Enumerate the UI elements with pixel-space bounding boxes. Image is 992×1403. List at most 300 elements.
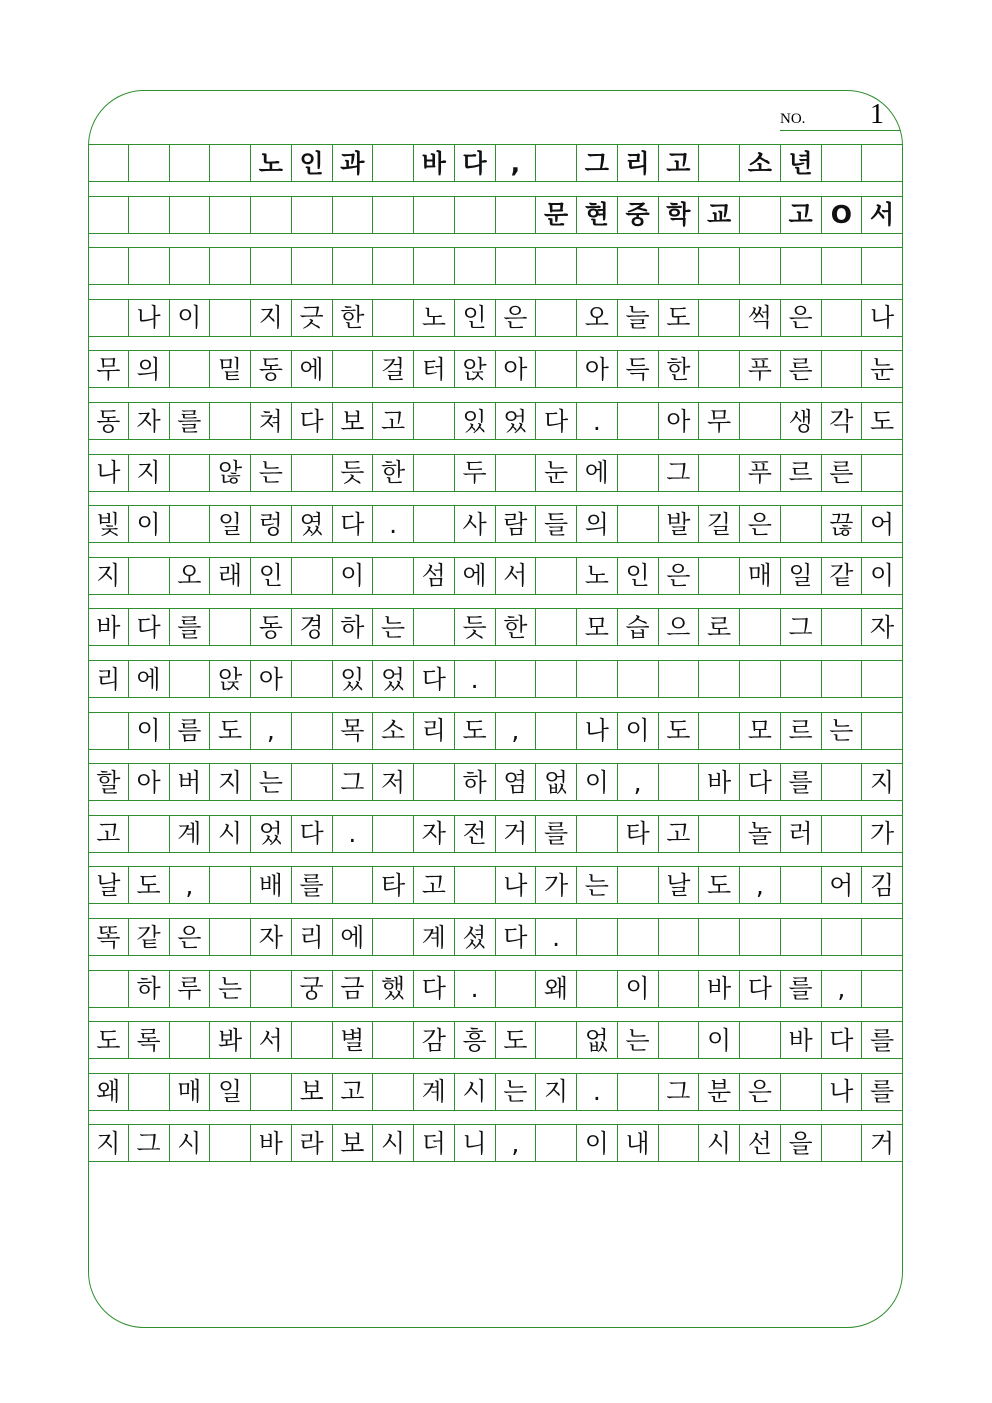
- manuscript-cell: 보: [333, 403, 374, 439]
- manuscript-cell: 모: [740, 713, 781, 749]
- manuscript-row: [88, 454, 903, 492]
- manuscript-cell: 르: [781, 713, 822, 749]
- manuscript-cell: 는: [251, 764, 292, 800]
- manuscript-cell: 고: [659, 816, 700, 852]
- manuscript-cell: 중: [618, 197, 659, 233]
- manuscript-cell: 는: [618, 1022, 659, 1058]
- manuscript-cell: 전: [455, 816, 496, 852]
- manuscript-cell: 다: [333, 506, 374, 542]
- manuscript-cell: [373, 919, 414, 955]
- manuscript-cell: 그: [659, 1074, 700, 1110]
- manuscript-cell: 빛: [88, 506, 129, 542]
- manuscript-cell: [618, 661, 659, 697]
- manuscript-cell: [536, 609, 577, 645]
- manuscript-cell: [740, 403, 781, 439]
- manuscript-cell: 바: [699, 971, 740, 1007]
- manuscript-cell: [618, 455, 659, 491]
- manuscript-cell: [292, 764, 333, 800]
- manuscript-cell: 지: [251, 300, 292, 336]
- manuscript-cell: [414, 248, 455, 284]
- manuscript-cell: [292, 455, 333, 491]
- manuscript-cell: 도: [699, 867, 740, 903]
- page-number-label: NO.: [780, 111, 806, 127]
- manuscript-cell: 흥: [455, 1022, 496, 1058]
- manuscript-cell: 으: [659, 609, 700, 645]
- manuscript-cell: [210, 1125, 251, 1161]
- manuscript-cell: 오: [577, 300, 618, 336]
- manuscript-cell: .: [577, 403, 618, 439]
- manuscript-cell: 년: [781, 145, 822, 181]
- manuscript-row: [88, 196, 903, 234]
- manuscript-cell: [373, 145, 414, 181]
- manuscript-cell: ,: [496, 713, 537, 749]
- manuscript-cell: 시: [210, 816, 251, 852]
- manuscript-cell: [373, 1074, 414, 1110]
- manuscript-cell: 니: [455, 1125, 496, 1161]
- manuscript-cell: 더: [414, 1125, 455, 1161]
- manuscript-cell: [618, 919, 659, 955]
- manuscript-cell: [170, 145, 211, 181]
- manuscript-cell: [862, 971, 903, 1007]
- manuscript-cell: 도: [496, 1022, 537, 1058]
- manuscript-cell: 분: [699, 1074, 740, 1110]
- manuscript-cell: [781, 506, 822, 542]
- manuscript-cell: [699, 455, 740, 491]
- manuscript-row: [88, 866, 903, 904]
- manuscript-cell: 거: [862, 1125, 903, 1161]
- manuscript-cell: [862, 713, 903, 749]
- manuscript-cell: 소: [740, 145, 781, 181]
- manuscript-cell: [536, 145, 577, 181]
- manuscript-cell: 같: [129, 919, 170, 955]
- manuscript-cell: 를: [170, 403, 211, 439]
- manuscript-cell: [536, 248, 577, 284]
- manuscript-cell: [618, 403, 659, 439]
- manuscript-cell: [414, 455, 455, 491]
- manuscript-cell: [251, 248, 292, 284]
- manuscript-cell: [781, 1074, 822, 1110]
- manuscript-cell: 다: [414, 971, 455, 1007]
- manuscript-cell: 였: [292, 506, 333, 542]
- manuscript-cell: [455, 867, 496, 903]
- manuscript-cell: 에: [292, 351, 333, 387]
- manuscript-cell: 하: [455, 764, 496, 800]
- manuscript-cell: [740, 248, 781, 284]
- manuscript-row: [88, 144, 903, 182]
- manuscript-cell: 는: [373, 609, 414, 645]
- manuscript-cell: 날: [88, 867, 129, 903]
- manuscript-cell: 자: [862, 609, 903, 645]
- manuscript-cell: [373, 197, 414, 233]
- manuscript-cell: 늘: [618, 300, 659, 336]
- manuscript-cell: 리: [88, 661, 129, 697]
- manuscript-cell: 리: [292, 919, 333, 955]
- manuscript-cell: [740, 197, 781, 233]
- manuscript-cell: [88, 248, 129, 284]
- manuscript-cell: [822, 1125, 863, 1161]
- manuscript-cell: 문: [536, 197, 577, 233]
- manuscript-cell: [822, 661, 863, 697]
- manuscript-cell: .: [455, 661, 496, 697]
- manuscript-cell: 가: [536, 867, 577, 903]
- manuscript-cell: 일: [210, 1074, 251, 1110]
- manuscript-cell: 무: [699, 403, 740, 439]
- manuscript-cell: 어: [822, 867, 863, 903]
- manuscript-cell: 푸: [740, 455, 781, 491]
- manuscript-cell: 보: [292, 1074, 333, 1110]
- manuscript-cell: 나: [862, 300, 903, 336]
- manuscript-cell: 길: [699, 506, 740, 542]
- manuscript-cell: 지: [862, 764, 903, 800]
- manuscript-cell: [373, 558, 414, 594]
- manuscript-cell: 다: [455, 145, 496, 181]
- manuscript-cell: 금: [333, 971, 374, 1007]
- manuscript-cell: 하: [129, 971, 170, 1007]
- manuscript-cell: 고: [781, 197, 822, 233]
- manuscript-cell: 로: [699, 609, 740, 645]
- manuscript-cell: 이: [699, 1022, 740, 1058]
- manuscript-cell: [414, 609, 455, 645]
- manuscript-cell: [292, 713, 333, 749]
- manuscript-row: [88, 247, 903, 285]
- manuscript-cell: [618, 248, 659, 284]
- manuscript-cell: 시: [170, 1125, 211, 1161]
- manuscript-cell: 고: [659, 145, 700, 181]
- manuscript-cell: [536, 1022, 577, 1058]
- manuscript-cell: 계: [170, 816, 211, 852]
- manuscript-cell: 다: [536, 403, 577, 439]
- manuscript-cell: [577, 661, 618, 697]
- manuscript-cell: 었: [373, 661, 414, 697]
- manuscript-cell: 다: [740, 971, 781, 1007]
- manuscript-cell: 는: [251, 455, 292, 491]
- manuscript-cell: 는: [822, 713, 863, 749]
- manuscript-row: [88, 815, 903, 853]
- manuscript-cell: 그: [577, 145, 618, 181]
- manuscript-cell: [210, 919, 251, 955]
- manuscript-cell: 거: [496, 816, 537, 852]
- manuscript-cell: [292, 1022, 333, 1058]
- manuscript-cell: .: [373, 506, 414, 542]
- manuscript-cell: [740, 919, 781, 955]
- manuscript-cell: [373, 816, 414, 852]
- manuscript-cell: 지: [88, 558, 129, 594]
- manuscript-cell: [536, 558, 577, 594]
- manuscript-row: [88, 557, 903, 595]
- manuscript-cell: 시: [455, 1074, 496, 1110]
- manuscript-cell: [659, 661, 700, 697]
- manuscript-cell: 루: [170, 971, 211, 1007]
- manuscript-cell: 은: [496, 300, 537, 336]
- manuscript-cell: 왜: [88, 1074, 129, 1110]
- manuscript-cell: 각: [822, 403, 863, 439]
- manuscript-cell: [699, 351, 740, 387]
- manuscript-cell: 나: [88, 455, 129, 491]
- manuscript-cell: 일: [781, 558, 822, 594]
- manuscript-row: [88, 1073, 903, 1111]
- manuscript-cell: 서: [496, 558, 537, 594]
- manuscript-cell: [822, 351, 863, 387]
- manuscript-cell: 셨: [455, 919, 496, 955]
- manuscript-cell: [781, 919, 822, 955]
- manuscript-cell: 지: [536, 1074, 577, 1110]
- manuscript-cell: [170, 351, 211, 387]
- manuscript-row: [88, 1021, 903, 1059]
- manuscript-cell: [822, 300, 863, 336]
- manuscript-cell: 나: [496, 867, 537, 903]
- manuscript-cell: 자: [414, 816, 455, 852]
- manuscript-cell: 끊: [822, 506, 863, 542]
- manuscript-cell: [88, 713, 129, 749]
- manuscript-cell: [292, 197, 333, 233]
- manuscript-row: [88, 918, 903, 956]
- manuscript-cell: 도: [129, 867, 170, 903]
- manuscript-cell: 동: [251, 609, 292, 645]
- manuscript-cell: 이: [862, 558, 903, 594]
- manuscript-cell: 듯: [455, 609, 496, 645]
- manuscript-cell: 내: [618, 1125, 659, 1161]
- manuscript-cell: .: [536, 919, 577, 955]
- manuscript-cell: O: [822, 197, 863, 233]
- manuscript-cell: 이: [577, 764, 618, 800]
- manuscript-cell: 은: [781, 300, 822, 336]
- manuscript-cell: 한: [333, 300, 374, 336]
- manuscript-cell: [822, 145, 863, 181]
- manuscript-cell: 에: [455, 558, 496, 594]
- manuscript-cell: 인: [251, 558, 292, 594]
- manuscript-cell: 똑: [88, 919, 129, 955]
- manuscript-cell: [536, 661, 577, 697]
- manuscript-cell: 그: [333, 764, 374, 800]
- manuscript-cell: [333, 248, 374, 284]
- manuscript-cell: [577, 816, 618, 852]
- manuscript-cell: 었: [496, 403, 537, 439]
- manuscript-cell: 교: [699, 197, 740, 233]
- manuscript-cell: 자: [129, 403, 170, 439]
- manuscript-cell: 나: [577, 713, 618, 749]
- manuscript-cell: [536, 300, 577, 336]
- manuscript-cell: 그: [129, 1125, 170, 1161]
- manuscript-cell: 에: [129, 661, 170, 697]
- manuscript-cell: 발: [659, 506, 700, 542]
- manuscript-cell: 터: [414, 351, 455, 387]
- manuscript-cell: [862, 248, 903, 284]
- manuscript-cell: 염: [496, 764, 537, 800]
- manuscript-cell: [740, 1022, 781, 1058]
- manuscript-cell: 아: [659, 403, 700, 439]
- manuscript-cell: 학: [659, 197, 700, 233]
- manuscript-cell: 앉: [455, 351, 496, 387]
- manuscript-cell: [210, 248, 251, 284]
- manuscript-cell: 다: [740, 764, 781, 800]
- manuscript-cell: [373, 248, 414, 284]
- manuscript-cell: [333, 867, 374, 903]
- manuscript-cell: 지: [129, 455, 170, 491]
- manuscript-cell: 시: [699, 1125, 740, 1161]
- manuscript-cell: 선: [740, 1125, 781, 1161]
- manuscript-cell: 않: [210, 455, 251, 491]
- manuscript-cell: 눈: [536, 455, 577, 491]
- manuscript-cell: 다: [292, 816, 333, 852]
- manuscript-cell: [822, 609, 863, 645]
- manuscript-cell: [659, 1125, 700, 1161]
- manuscript-cell: 섬: [414, 558, 455, 594]
- manuscript-cell: 도: [210, 713, 251, 749]
- manuscript-cell: 날: [659, 867, 700, 903]
- manuscript-cell: [170, 661, 211, 697]
- manuscript-row: [88, 712, 903, 750]
- manuscript-cell: [822, 764, 863, 800]
- manuscript-cell: 는: [496, 1074, 537, 1110]
- manuscript-cell: [822, 816, 863, 852]
- manuscript-cell: [577, 971, 618, 1007]
- manuscript-cell: [129, 248, 170, 284]
- manuscript-cell: [699, 248, 740, 284]
- manuscript-cell: 은: [659, 558, 700, 594]
- manuscript-cell: 어: [862, 506, 903, 542]
- manuscript-cell: 바: [88, 609, 129, 645]
- manuscript-cell: 별: [333, 1022, 374, 1058]
- manuscript-cell: 록: [129, 1022, 170, 1058]
- manuscript-row: [88, 970, 903, 1008]
- manuscript-cell: 름: [170, 713, 211, 749]
- manuscript-cell: [170, 197, 211, 233]
- manuscript-cell: [455, 197, 496, 233]
- manuscript-cell: [373, 1022, 414, 1058]
- manuscript-cell: 들: [536, 506, 577, 542]
- manuscript-row: [88, 299, 903, 337]
- manuscript-cell: 리: [414, 713, 455, 749]
- manuscript-cell: [251, 197, 292, 233]
- manuscript-cell: 보: [333, 1125, 374, 1161]
- manuscript-cell: [251, 1074, 292, 1110]
- manuscript-cell: ,: [251, 713, 292, 749]
- manuscript-cell: 아: [129, 764, 170, 800]
- manuscript-row: [88, 660, 903, 698]
- manuscript-cell: 를: [170, 609, 211, 645]
- manuscript-cell: 인: [618, 558, 659, 594]
- manuscript-cell: 를: [292, 867, 333, 903]
- manuscript-cell: [210, 300, 251, 336]
- manuscript-row: [88, 608, 903, 646]
- manuscript-cell: [822, 919, 863, 955]
- manuscript-cell: [659, 919, 700, 955]
- manuscript-cell: 도: [88, 1022, 129, 1058]
- manuscript-cell: 바: [781, 1022, 822, 1058]
- manuscript-cell: 나: [822, 1074, 863, 1110]
- manuscript-cell: 걸: [373, 351, 414, 387]
- manuscript-cell: [88, 145, 129, 181]
- manuscript-cell: 이: [129, 713, 170, 749]
- manuscript-cell: 래: [210, 558, 251, 594]
- manuscript-cell: [496, 455, 537, 491]
- page-number: 1: [870, 99, 884, 130]
- manuscript-cell: [88, 197, 129, 233]
- manuscript-cell: [333, 197, 374, 233]
- manuscript-cell: [414, 506, 455, 542]
- manuscript-cell: 인: [455, 300, 496, 336]
- manuscript-cell: [740, 609, 781, 645]
- manuscript-cell: 러: [781, 816, 822, 852]
- manuscript-cell: [699, 145, 740, 181]
- manuscript-cell: [414, 197, 455, 233]
- manuscript-cell: [496, 197, 537, 233]
- manuscript-cell: 를: [862, 1074, 903, 1110]
- manuscript-cell: [659, 1022, 700, 1058]
- manuscript-cell: 두: [455, 455, 496, 491]
- manuscript-cell: 서: [862, 197, 903, 233]
- manuscript-cell: 었: [251, 816, 292, 852]
- manuscript-cell: 오: [170, 558, 211, 594]
- manuscript-cell: 계: [414, 919, 455, 955]
- manuscript-cell: 있: [455, 403, 496, 439]
- manuscript-cell: [699, 816, 740, 852]
- manuscript-cell: 할: [88, 764, 129, 800]
- manuscript-cell: .: [455, 971, 496, 1007]
- manuscript-cell: [129, 558, 170, 594]
- manuscript-cell: 버: [170, 764, 211, 800]
- manuscript-cell: 지: [210, 764, 251, 800]
- manuscript-cell: [577, 919, 618, 955]
- manuscript-cell: [496, 661, 537, 697]
- manuscript-cell: [699, 919, 740, 955]
- manuscript-cell: [414, 403, 455, 439]
- manuscript-cell: [129, 197, 170, 233]
- manuscript-cell: 쳐: [251, 403, 292, 439]
- manuscript-cell: 한: [373, 455, 414, 491]
- manuscript-cell: 를: [781, 764, 822, 800]
- manuscript-cell: 놀: [740, 816, 781, 852]
- manuscript-cell: [292, 248, 333, 284]
- manuscript-cell: 했: [373, 971, 414, 1007]
- manuscript-cell: 은: [740, 506, 781, 542]
- manuscript-cell: 바: [699, 764, 740, 800]
- manuscript-cell: 노: [414, 300, 455, 336]
- manuscript-row: [88, 402, 903, 440]
- manuscript-cell: [781, 661, 822, 697]
- manuscript-cell: [88, 971, 129, 1007]
- manuscript-cell: [659, 764, 700, 800]
- manuscript-cell: 를: [781, 971, 822, 1007]
- manuscript-cell: 매: [740, 558, 781, 594]
- manuscript-cell: 나: [129, 300, 170, 336]
- manuscript-cell: [129, 1074, 170, 1110]
- manuscript-cell: 아: [577, 351, 618, 387]
- manuscript-cell: [577, 248, 618, 284]
- manuscript-cell: 에: [333, 919, 374, 955]
- manuscript-cell: 왜: [536, 971, 577, 1007]
- manuscript-cell: 경: [292, 609, 333, 645]
- manuscript-cell: ,: [496, 1125, 537, 1161]
- manuscript-cell: 과: [333, 145, 374, 181]
- manuscript-cell: 다: [414, 661, 455, 697]
- manuscript-cell: 감: [414, 1022, 455, 1058]
- manuscript-cell: [699, 713, 740, 749]
- manuscript-cell: ,: [170, 867, 211, 903]
- manuscript-cell: 한: [496, 609, 537, 645]
- manuscript-cell: 라: [292, 1125, 333, 1161]
- manuscript-cell: 다: [822, 1022, 863, 1058]
- manuscript-cell: 사: [455, 506, 496, 542]
- manuscript-cell: 다: [496, 919, 537, 955]
- manuscript-cell: [455, 248, 496, 284]
- manuscript-cell: 시: [373, 1125, 414, 1161]
- manuscript-cell: [170, 455, 211, 491]
- manuscript-cell: 현: [577, 197, 618, 233]
- manuscript-row: [88, 763, 903, 801]
- manuscript-cell: 있: [333, 661, 374, 697]
- manuscript-cell: 렁: [251, 506, 292, 542]
